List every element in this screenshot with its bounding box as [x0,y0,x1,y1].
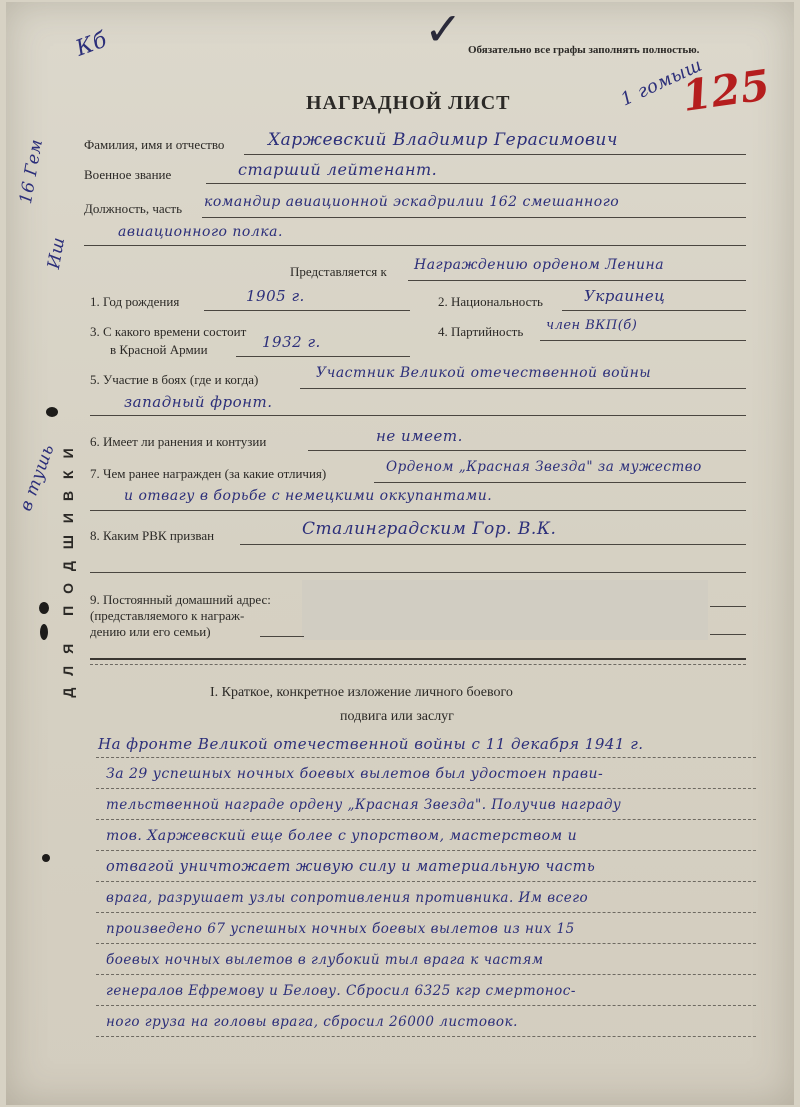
ink-blot [46,407,58,417]
address-label-2: (представляемого к награж- [90,608,245,623]
rvk-label: 8. Каким РВК призван [90,528,215,543]
margin-note-left-2: Иш [44,235,70,271]
section-title-line-1: I. Краткое, конкретное изложение личного боевого [210,685,513,700]
margin-note-left-3: в тушь [16,441,59,514]
award-sheet [6,2,794,1105]
army-since-value: 1932 г. [262,333,321,351]
nominated-label: Представляется к [290,264,387,279]
ink-blot [39,602,49,614]
section-title-line-2: подвига или заслуг [340,709,454,724]
red-number-note: 125 [679,60,773,121]
ink-blot [40,624,48,640]
nationality-label: 2. Национальность [438,294,543,309]
awards-value-line-2: и отвагу в борьбе с немецкими оккупантами. [124,488,493,504]
rvk-value: Сталинградским Гор. В.К. [302,519,557,539]
narrative-line: За 29 успешных ночных боевых вылетов был удостоен прави- [106,766,604,782]
name-value: Харжевский Владимир Герасимович [268,130,618,150]
position-value-line-1: командир авиационной эскадрилии 162 смешанного [204,194,620,210]
awards-value-line-1: Орденом „Красная Звезда" за мужество [386,459,702,475]
ink-blot [42,854,50,862]
birth-year-label: 1. Год рождения [90,294,180,309]
redacted-address [302,580,708,640]
narrative-line: боевых ночных вылетов в глубокий тыл врага к частям [106,952,544,968]
instruction-note: Обязательно все графы заполнять полностью. [468,44,700,56]
rank-label: Военное звание [84,167,172,182]
nationality-value: Украинец [584,287,666,305]
combat-value-line-1: Участник Великой отечественной войны [316,365,652,381]
name-label: Фамилия, имя и отчество [84,137,225,152]
wounds-value: не имеет. [376,427,463,445]
margin-note-left-1: 16 Гем [16,137,48,206]
position-label: Должность, часть [84,201,183,216]
party-value: член ВКП(б) [546,318,638,333]
birth-year-value: 1905 г. [246,287,305,305]
narrative-line: тельственной награде ордену „Красная Звезда". Получив награду [106,797,622,813]
address-label-3: дению или его семьи) [90,624,211,639]
page-title: НАГРАДНОЙ ЛИСТ [306,92,511,114]
nominated-value: Награждению орденом Ленина [414,257,665,273]
narrative-line: На фронте Великой отечественной войны с 11 декабря 1941 г. [98,735,644,753]
narrative-line: врага, разрушает узлы сопротивления противника. Им всего [106,890,589,906]
margin-note-top-right: 1 гомыш [617,54,706,111]
narrative-line: ного груза на головы врага, сбросил 26000 листовок. [106,1014,518,1030]
narrative-line: отвагой уничтожает живую силу и материальную часть [106,859,596,875]
narrative-line: тов. Харжевский еще более с упорством, мастерством и [106,828,578,844]
army-since-label-1: 3. С какого времени состоит [90,324,247,339]
army-since-label-2: в Красной Армии [110,342,208,357]
rank-value: старший лейтенант. [238,160,438,179]
check-mark-icon: ✓ [424,2,464,56]
combat-label: 5. Участие в боях (где и когда) [90,372,259,387]
party-label: 4. Партийность [438,324,524,339]
address-label-1: 9. Постоянный домашний адрес: [90,592,271,607]
binding-margin-text: ДЛЯ ПОДШИВКИ [60,436,76,698]
narrative-line: генералов Ефремову и Белову. Сбросил 6325 кгр смертонос- [106,983,576,999]
wounds-label: 6. Имеет ли ранения и контузии [90,434,267,449]
narrative-line: произведено 67 успешных ночных боевых вылетов из них 15 [106,921,575,937]
awards-label: 7. Чем ранее награжден (за какие отличия) [90,466,327,481]
margin-note-top-left: Кб [72,27,111,62]
combat-value-line-2: западный фронт. [124,393,273,411]
section-divider [90,658,746,660]
position-value-line-2: авиационного полка. [118,224,283,240]
